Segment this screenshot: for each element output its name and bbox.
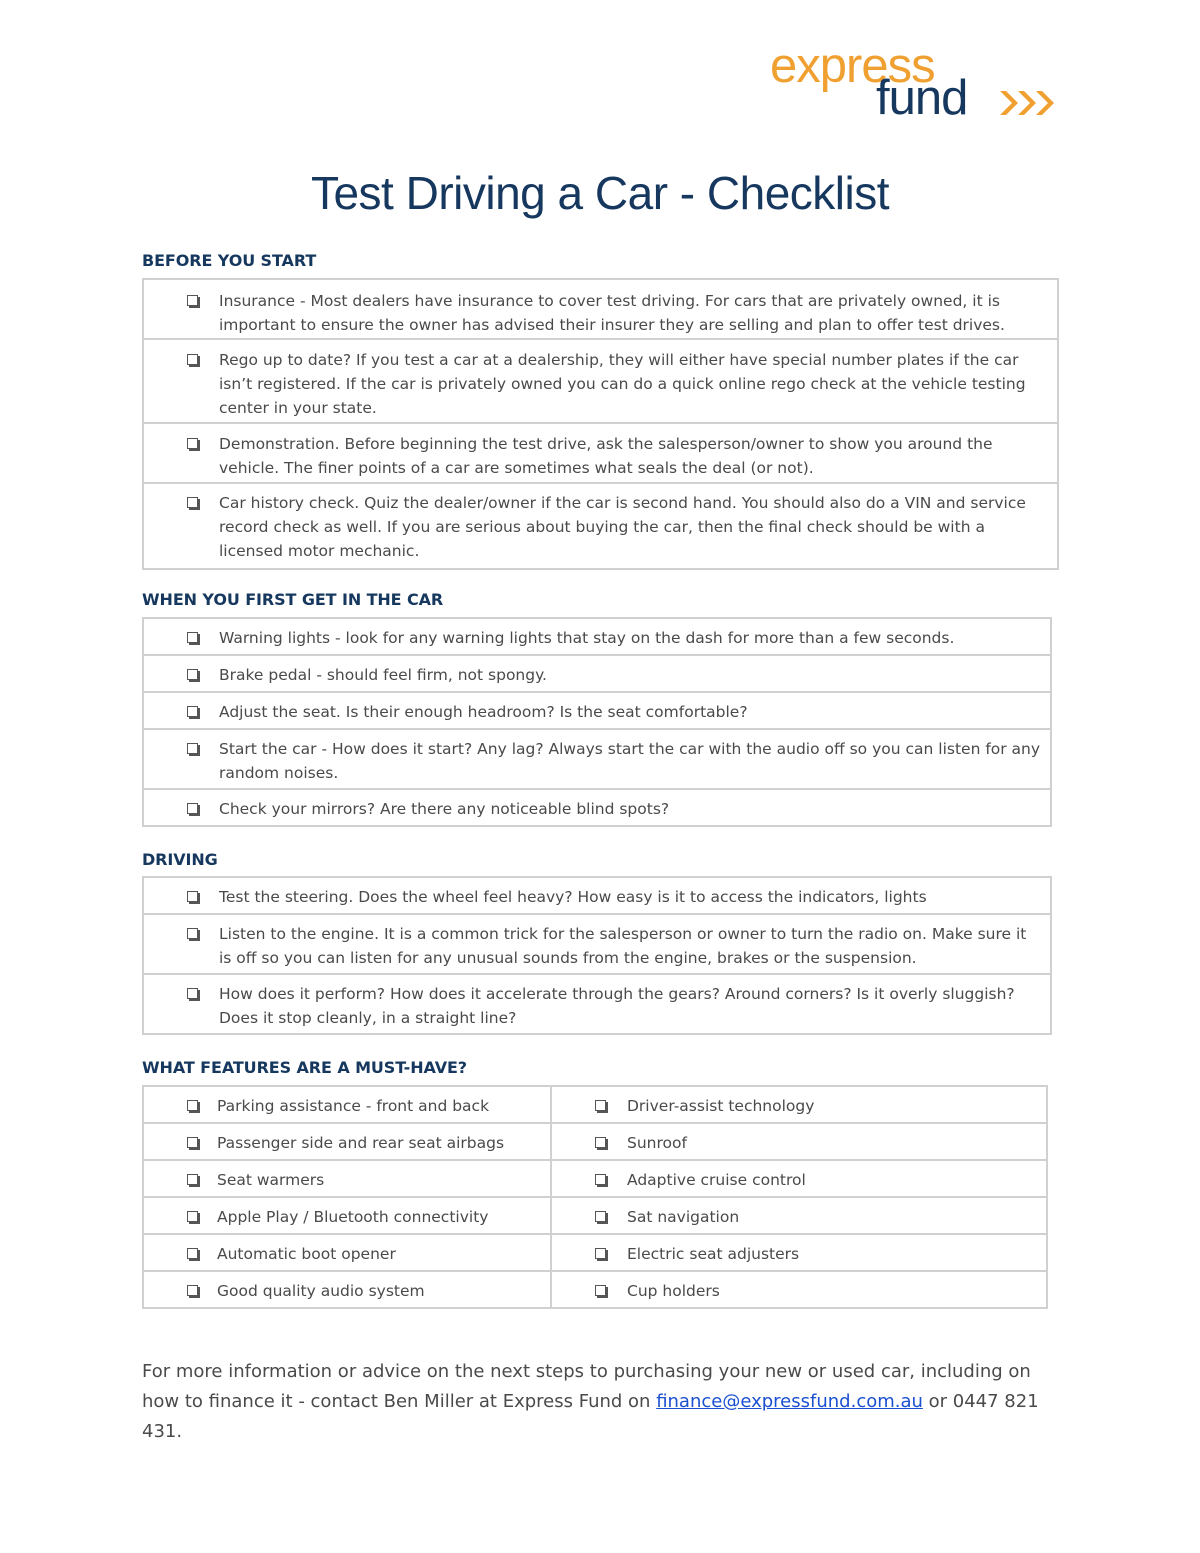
checkbox-icon[interactable]	[595, 1137, 606, 1148]
checkbox-icon[interactable]	[595, 1248, 606, 1259]
checklist-item[interactable]	[144, 790, 1050, 821]
checklist-item-text: Check your mirrors? Are there any noticeable blind spots?	[219, 800, 670, 818]
checkbox-icon[interactable]	[187, 354, 198, 365]
section-heading-driving: DRIVING	[142, 850, 218, 869]
checkbox-icon[interactable]	[595, 1211, 606, 1222]
checkbox-icon[interactable]	[187, 1248, 198, 1259]
checkbox-icon[interactable]	[187, 1137, 198, 1148]
checklist-item-text: Demonstration. Before beginning the test drive, ask the salesperson/owner to show you around the vehicle. The finer points of a car are sometimes what seals the deal (or not).	[219, 435, 993, 477]
feature-item[interactable]	[144, 1161, 550, 1192]
feature-item-text: Cup holders	[627, 1282, 720, 1300]
checkbox-icon[interactable]	[187, 1285, 198, 1296]
checkbox-icon[interactable]	[595, 1100, 606, 1111]
checklist-item[interactable]	[144, 693, 1050, 724]
checklist-item[interactable]	[144, 730, 1050, 785]
chevrons-icon	[998, 89, 1056, 117]
feature-item-text: Seat warmers	[217, 1171, 325, 1189]
checkbox-icon[interactable]	[187, 706, 198, 717]
feature-item[interactable]	[144, 1235, 550, 1266]
checklist-item[interactable]	[144, 915, 1050, 970]
checkbox-icon[interactable]	[187, 803, 198, 814]
feature-item[interactable]	[552, 1235, 1046, 1266]
feature-item-text: Automatic boot opener	[217, 1245, 396, 1263]
footer-text: For more information or advice on the next steps to purchasing your new or used car, including on how to finance it - contact Ben Miller at Express Fund on	[142, 1361, 1031, 1412]
checklist-item[interactable]	[144, 619, 1050, 650]
feature-item[interactable]	[144, 1198, 550, 1229]
checkbox-icon[interactable]	[595, 1285, 606, 1296]
checklist-item-text: Adjust the seat. Is their enough headroom? Is the seat comfortable?	[219, 703, 748, 721]
before-you-start-checklist	[142, 278, 1059, 570]
feature-item-text: Passenger side and rear seat airbags	[217, 1134, 505, 1152]
feature-item[interactable]	[144, 1272, 550, 1303]
feature-item[interactable]	[144, 1087, 550, 1118]
checklist-item-text: Brake pedal - should feel firm, not spongy.	[219, 666, 547, 684]
checkbox-icon[interactable]	[187, 1100, 198, 1111]
checkbox-icon[interactable]	[187, 928, 198, 939]
checklist-item[interactable]	[144, 280, 1057, 337]
checkbox-icon[interactable]	[595, 1174, 606, 1185]
checklist-item[interactable]	[144, 484, 1057, 563]
logo-word-fund: fund	[876, 71, 968, 125]
features-checklist	[142, 1085, 1048, 1309]
feature-item-text: Good quality audio system	[217, 1282, 425, 1300]
feature-item-text: Sat navigation	[627, 1208, 740, 1226]
checkbox-icon[interactable]	[187, 1211, 198, 1222]
footer-contact-paragraph	[142, 1357, 1042, 1447]
feature-item[interactable]	[552, 1272, 1046, 1303]
logo-word-express: express	[770, 39, 935, 93]
checklist-item[interactable]	[144, 975, 1050, 1030]
footer-text-end: or 0447 821 431.	[142, 1391, 1039, 1442]
checklist-item-text: Car history check. Quiz the dealer/owner if the car is second hand. You should also do a VIN and service record check as well. If you are serious about buying the car, then the final check should be with a licensed motor mechanic.	[219, 494, 1026, 560]
first-get-in-checklist	[142, 617, 1052, 827]
feature-item-text: Sunroof	[627, 1134, 687, 1152]
checkbox-icon[interactable]	[187, 669, 198, 680]
checklist-item-text: Insurance - Most dealers have insurance to cover test driving. For cars that are privately owned, it is important to ensure the owner has advised their insurer they are selling and plan to offer test drives.	[219, 292, 1005, 334]
checklist-item[interactable]	[144, 656, 1050, 687]
feature-item[interactable]	[552, 1161, 1046, 1192]
checklist-item-text: Listen to the engine. It is a common trick for the salesperson or owner to turn the radio on. Make sure it is off so you can listen for any unusual sounds from the engine, brakes or the suspension.	[219, 925, 1027, 967]
section-heading-first-get-in: WHEN YOU FIRST GET IN THE CAR	[142, 590, 444, 609]
checkbox-icon[interactable]	[187, 497, 198, 508]
feature-item-text: Apple Play / Bluetooth connectivity	[217, 1208, 489, 1226]
checklist-item-text: Test the steering. Does the wheel feel heavy? How easy is it to access the indicators, lights	[219, 888, 927, 906]
feature-item-text: Adaptive cruise control	[627, 1171, 806, 1189]
feature-item-text: Electric seat adjusters	[627, 1245, 800, 1263]
page-title: Test Driving a Car - Checklist	[310, 167, 890, 219]
feature-item[interactable]	[552, 1087, 1046, 1118]
checkbox-icon[interactable]	[187, 743, 198, 754]
checklist-item-text: How does it perform? How does it accelerate through the gears? Around corners? Is it overly sluggish? Does it stop cleanly, in a straight line?	[219, 985, 1015, 1027]
feature-item-text: Driver-assist technology	[627, 1097, 815, 1115]
checklist-item[interactable]	[144, 424, 1057, 480]
checkbox-icon[interactable]	[187, 1174, 198, 1185]
checkbox-icon[interactable]	[187, 632, 198, 643]
checklist-item-text: Start the car - How does it start? Any lag? Always start the car with the audio off so you can listen for any random noises.	[219, 740, 1041, 782]
email-link[interactable]: finance@expressfund.com.au	[656, 1391, 923, 1412]
checklist-item-text: Rego up to date? If you test a car at a dealership, they will either have special number plates if the car isn’t registered. If the car is privately owned you can do a quick online rego check at the vehicle testing center in your state.	[219, 351, 1026, 417]
driving-checklist	[142, 876, 1052, 1035]
checkbox-icon[interactable]	[187, 891, 198, 902]
checklist-item-text: Warning lights - look for any warning lights that stay on the dash for more than a few seconds.	[219, 629, 955, 647]
checkbox-icon[interactable]	[187, 295, 198, 306]
feature-item[interactable]	[144, 1124, 550, 1155]
checklist-item[interactable]	[144, 878, 1050, 909]
express-fund-logo	[770, 39, 1070, 128]
section-heading-before-you-start: BEFORE YOU START	[142, 251, 317, 270]
checkbox-icon[interactable]	[187, 988, 198, 999]
feature-item-text: Parking assistance - front and back	[217, 1097, 490, 1115]
section-heading-features: WHAT FEATURES ARE A MUST-HAVE?	[142, 1058, 467, 1077]
feature-item[interactable]	[552, 1198, 1046, 1229]
checklist-item[interactable]	[144, 340, 1057, 420]
checkbox-icon[interactable]	[187, 438, 198, 449]
feature-item[interactable]	[552, 1124, 1046, 1155]
